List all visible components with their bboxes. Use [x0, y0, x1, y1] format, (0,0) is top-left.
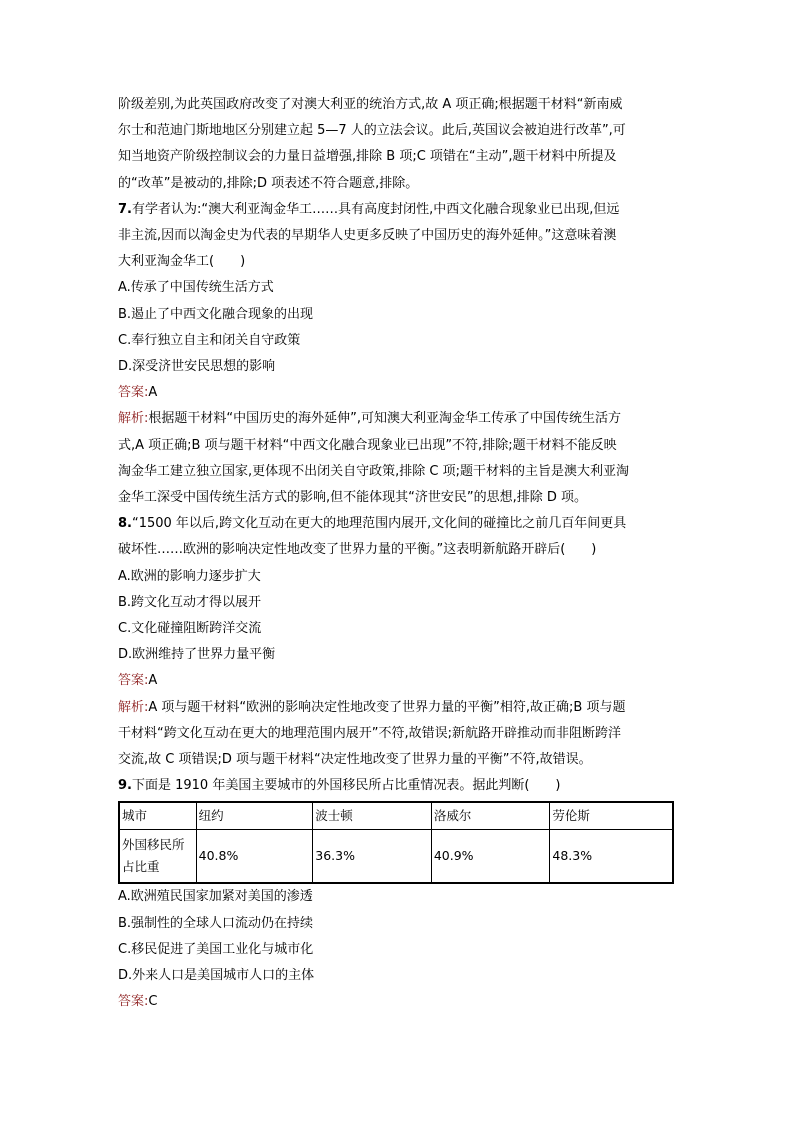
question-7 [118, 197, 678, 511]
question-stem-line: 7.有学者认为:“澳大利亚淘金华工……具有高度封闭性,中西文化融合现象业已出现,但远 [118, 201, 620, 217]
explanation-line: 解析:A 项与题干材料“欧洲的影响决定性地改变了世界力量的平衡”相符,故正确;B 项与题 [118, 699, 626, 715]
option-a: A.传承了中国传统生活方式 [118, 280, 274, 296]
option-d: D.欧洲维持了世界力量平衡 [118, 647, 276, 663]
option-b: B.遏止了中西文化融合现象的出现 [118, 306, 314, 322]
explanation-line: 干材料“跨文化互动在更大的地理范围内展开”不符,故错误;新航路开辟推动而非阻断跨洋 [118, 725, 621, 741]
table-header-cell: 城市 [119, 802, 196, 830]
question-number: 9. [118, 778, 132, 794]
answer-label: 答案: [118, 385, 149, 401]
explanation-line: 阶级差别,为此英国政府改变了对澳大利亚的统治方式,故 A 项正确;根据题干材料“新南威 [118, 97, 623, 112]
question-stem-line: 大利亚淘金华工( ) [118, 254, 246, 270]
answer-value: A [148, 673, 158, 689]
question-9 [118, 773, 678, 1015]
question-number: 8. [118, 516, 132, 532]
answer-line [118, 380, 678, 406]
option-a: A.欧洲殖民国家加紧对美国的渗透 [118, 889, 313, 905]
explanation-line: 的“改革”是被动的,排除;D 项表述不符合题意,排除。 [118, 175, 419, 191]
answer-line [118, 989, 678, 1015]
question-stem-line: 非主流,因而以淘金史为代表的早期华人史更多反映了中国历史的海外延伸。”这意味着澳 [118, 228, 617, 244]
question-stem-line: 9.下面是 1910 年美国主要城市的外国移民所占比重情况表。据此判断( ) [118, 778, 561, 794]
explanation-line: 尔士和范迪门斯地地区分别建立起 5—7 人的立法会议。此后,英国议会被迫进行改革”,可 [118, 123, 626, 139]
answer-label: 答案: [118, 994, 149, 1010]
table-row-label: 外国移民所占比重 [119, 830, 196, 884]
document-page [118, 92, 678, 1016]
answer-value: A [148, 385, 158, 401]
table-cell: 48.3% [550, 830, 673, 884]
explanation-line: 交流,故 C 项错误;D 项与题干材料“决定性地改变了世界力量的平衡”不符,故错误。 [118, 752, 592, 768]
table-header-row [119, 802, 673, 830]
answer-line [118, 668, 678, 694]
table-row [119, 830, 673, 884]
explanation-line: 解析:根据题干材料“中国历史的海外延伸”,可知澳大利亚淘金华工传承了中国传统生活方 [118, 411, 621, 427]
explanation-label: 解析: [118, 699, 149, 715]
option-d: D.外来人口是美国城市人口的主体 [118, 968, 315, 984]
table-header-cell: 波士顿 [313, 802, 432, 830]
explanation-line: 知当地资产阶级控制议会的力量日益增强,排除 B 项;C 项错在“主动”,题干材料中所提及 [118, 149, 617, 165]
table-cell: 40.9% [431, 830, 550, 884]
question-8 [118, 511, 678, 773]
explanation-line: 淘金华工建立独立国家,更体现不出闭关自守政策,排除 C 项;题干材料的主旨是澳大利亚淘 [118, 463, 629, 479]
explanation-label: 解析: [118, 411, 149, 427]
option-c: C.移民促进了美国工业化与城市化 [118, 941, 314, 957]
explanation-line: 式,A 项正确;B 项与题干材料“中西文化融合现象业已出现”不符,排除;题干材料不能反映 [118, 437, 617, 453]
option-b: B.跨文化互动才得以展开 [118, 594, 262, 610]
option-c: C.文化碰撞阻断跨洋交流 [118, 621, 262, 637]
answer-value: C [148, 994, 158, 1010]
immigrant-ratio-table [118, 801, 674, 884]
table-cell: 40.8% [196, 830, 313, 884]
table-header-cell: 纽约 [196, 802, 313, 830]
question-number: 7. [118, 201, 132, 217]
table-cell: 36.3% [313, 830, 432, 884]
explanation-line: 金华工深受中国传统生活方式的影响,但不能体现其“济世安民”的思想,排除 D 项。 [118, 490, 588, 506]
answer-label: 答案: [118, 673, 149, 689]
option-d: D.深受济世安民思想的影响 [118, 359, 276, 375]
question-stem-line: 8.“1500 年以后,跨文化互动在更大的地理范围内展开,文化间的碰撞比之前几百年间更具 [118, 516, 627, 532]
table-header-cell: 洛威尔 [431, 802, 550, 830]
option-c: C.奉行独立自主和闭关自守政策 [118, 332, 301, 348]
table-header-cell: 劳伦斯 [550, 802, 673, 830]
previous-explanation [118, 92, 678, 197]
question-stem-line: 破坏性……欧洲的影响决定性地改变了世界力量的平衡。”这表明新航路开辟后( ) [118, 542, 597, 558]
option-a: A.欧洲的影响力逐步扩大 [118, 568, 261, 584]
option-b: B.强制性的全球人口流动仍在持续 [118, 915, 314, 931]
